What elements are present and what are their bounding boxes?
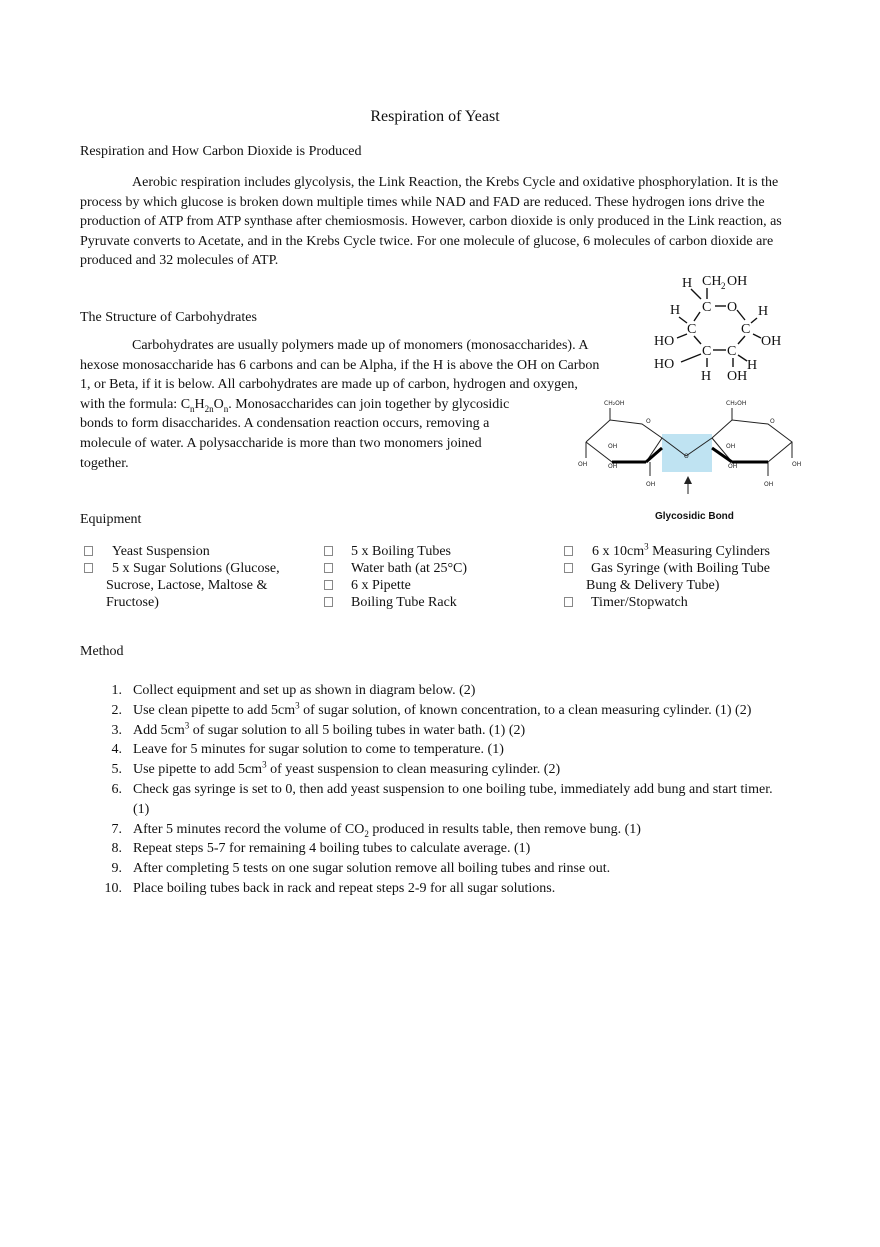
glucose-label-c1: C <box>741 322 751 337</box>
glucose-label-oh-right: OH <box>761 334 782 349</box>
right-oh-1: OH <box>726 443 736 450</box>
carb-line-4: with the formula: $C_nH_{2n}O_n$. Monosaccharides can join together by glycosidic <box>80 396 510 414</box>
glucose-label-c5: C <box>702 300 712 315</box>
equipment-column-2 <box>320 543 550 611</box>
glucose-label-h5: H <box>670 303 681 318</box>
bullet-box-icon <box>324 546 333 556</box>
bullet-box-icon <box>324 563 333 573</box>
glucose-label-oh-bottom: OH <box>727 369 748 384</box>
glucose-label-sub2: 2 <box>721 281 726 291</box>
glucose-label-ho-left: HO <box>654 334 675 349</box>
glycosidic-bond-caption: Glycosidic Bond <box>655 511 734 522</box>
section-heading-method: Method <box>80 644 124 659</box>
left-ch2oh-label: CH₂OH <box>604 400 625 407</box>
method-step: 3. Add $5cm^3$ of sugar solution to all 5 boiling tubes in water bath. (1) (2) <box>111 719 526 738</box>
carb-line-2: hexose monosaccharide has 6 carbons and can be Alpha, if the H is above the OH on Carbon <box>80 357 600 373</box>
carb-line-4-text: Monosaccharides can join together by glycosidic <box>235 396 510 412</box>
left-ring-outline <box>586 420 662 462</box>
carb-line-5: bonds to form disaccharides. A condensation reaction occurs, removing a <box>80 416 490 432</box>
glucose-label-h3: H <box>701 369 712 384</box>
glucose-label-c2: C <box>727 344 737 359</box>
glucose-label-oh-top: OH <box>727 274 748 289</box>
equipment-item: 5 x Sugar Solutions (Glucose, Sucrose, Lactose, Maltose & Fructose) <box>80 560 305 611</box>
carb-line-7: together. <box>80 455 129 471</box>
bridge-o: O <box>684 453 689 460</box>
glucose-label-ho-bottom: HO <box>654 357 675 372</box>
method-step: 9. After completing 5 tests on one sugar solution remove all boiling tubes and rinse out. <box>111 861 611 877</box>
bullet-box-icon <box>564 597 573 607</box>
carb-line-6: molecule of water. A polysaccharide is more than two monomers joined <box>80 435 482 451</box>
glucose-label-c3: C <box>702 344 712 359</box>
glucose-label-h-top: H <box>682 276 693 291</box>
general-formula: $C_nH_{2n}O_n$ <box>180 396 229 414</box>
left-oh-4: OH <box>608 463 618 470</box>
glucose-label-ch2: CH <box>702 274 722 289</box>
left-oh-2: OH <box>608 443 618 450</box>
section-heading-equipment: Equipment <box>80 512 142 527</box>
left-oh-3: OH <box>646 481 656 488</box>
section-heading-respiration: Respiration and How Carbon Dioxide is Produced <box>80 144 362 159</box>
respiration-paragraph <box>80 173 798 271</box>
method-step: 4. Leave for 5 minutes for sugar solution to come to temperature. (1) <box>111 742 504 758</box>
equipment-item: 6 x $10cm^3$ Measuring Cylinders <box>560 543 790 560</box>
glucose-label-h1: H <box>758 304 769 319</box>
equipment-item: 5 x Boiling Tubes <box>320 543 550 560</box>
bullet-box-icon <box>324 580 333 590</box>
method-step: 6. Check gas syringe is set to 0, then add yeast suspension to one boiling tube, immediately add bung and start timer. (1) <box>111 781 773 817</box>
right-oh-4: OH <box>728 463 738 470</box>
glucose-label-o-ring: O <box>727 300 738 315</box>
arrow-head <box>684 476 692 484</box>
method-step: 1. Collect equipment and set up as shown in diagram below. (2) <box>111 683 476 698</box>
equipment-column-3 <box>560 543 790 611</box>
equipment-item: Timer/Stopwatch <box>560 594 790 611</box>
method-step: 10. Place boiling tubes back in rack and repeat steps 2-9 for all sugar solutions. <box>104 880 556 896</box>
equipment-column-1 <box>80 543 305 611</box>
right-oh-2: OH <box>764 481 774 488</box>
bullet-box-icon <box>84 563 93 573</box>
glycosidic-bond-diagram <box>578 396 802 524</box>
formula-prefix: with the formula: <box>80 396 181 412</box>
right-oh-3: OH <box>792 461 802 468</box>
method-step: 7. After 5 minutes record the volume of $CO_2$ produced in results table, then remove bung. (1) <box>111 821 641 839</box>
carb-line-1: Carbohydrates are usually polymers made up of monomers (monosaccharides). A <box>132 338 589 353</box>
section-heading-carbohydrates: The Structure of Carbohydrates <box>80 310 257 325</box>
equipment-item: 6 x Pipette <box>320 577 550 594</box>
right-ch2oh-label: CH₂OH <box>726 400 747 407</box>
bullet-box-icon <box>564 563 573 573</box>
bullet-box-icon <box>84 546 93 556</box>
bullet-box-icon <box>564 546 573 556</box>
left-ring-o: O <box>646 418 651 425</box>
respiration-paragraph-text: Aerobic respiration includes glycolysis, the Link Reaction, the Krebs Cycle and oxidative phosphorylation. It is the process by which glucose is broken down multiple times while NAD and FAD are reduced. These hydrogen ions drive the production of ATP from ATP synthase after chemiosmosis. However, carbon dioxide is only produced in the Link reaction, as Pyruvate converts to Acetate, and in the Krebs Cycle twice. For one molecule of glucose, 6 molecules of carbon dioxide are produced and 32 molecules of ATP. <box>80 175 782 269</box>
method-step: 2. Use clean pipette to add $5cm^3$ of sugar solution, of known concentration, to a clean measuring cylinder. (1) (2) <box>111 700 752 718</box>
carb-line-3: 1, or Beta, if it is below. All carbohydrates are made up of carbon, hydrogen and oxygen, <box>80 377 578 393</box>
right-ring-o: O <box>770 418 775 425</box>
equipment-item: Yeast Suspension <box>80 543 305 560</box>
equipment-item: Gas Syringe (with Boiling Tube Bung & Delivery Tube) <box>560 560 790 594</box>
carbohydrates-paragraph <box>80 336 640 473</box>
glucose-structure-diagram <box>645 268 795 386</box>
bullet-box-icon <box>324 597 333 607</box>
method-step: 8. Repeat steps 5-7 for remaining 4 boiling tubes to calculate average. (1) <box>111 841 531 857</box>
page-title: Respiration of Yeast <box>370 108 500 125</box>
left-oh-1: OH <box>578 461 588 468</box>
glucose-label-h2: H <box>747 358 758 373</box>
method-step: 5. Use pipette to add $5cm^3$ of yeast suspension to clean measuring cylinder. (2) <box>111 759 561 778</box>
method-steps-list <box>100 681 790 899</box>
equipment-item: Boiling Tube Rack <box>320 594 550 611</box>
equipment-item: Water bath (at 25°C) <box>320 560 550 577</box>
glucose-label-c4: C <box>687 322 697 337</box>
